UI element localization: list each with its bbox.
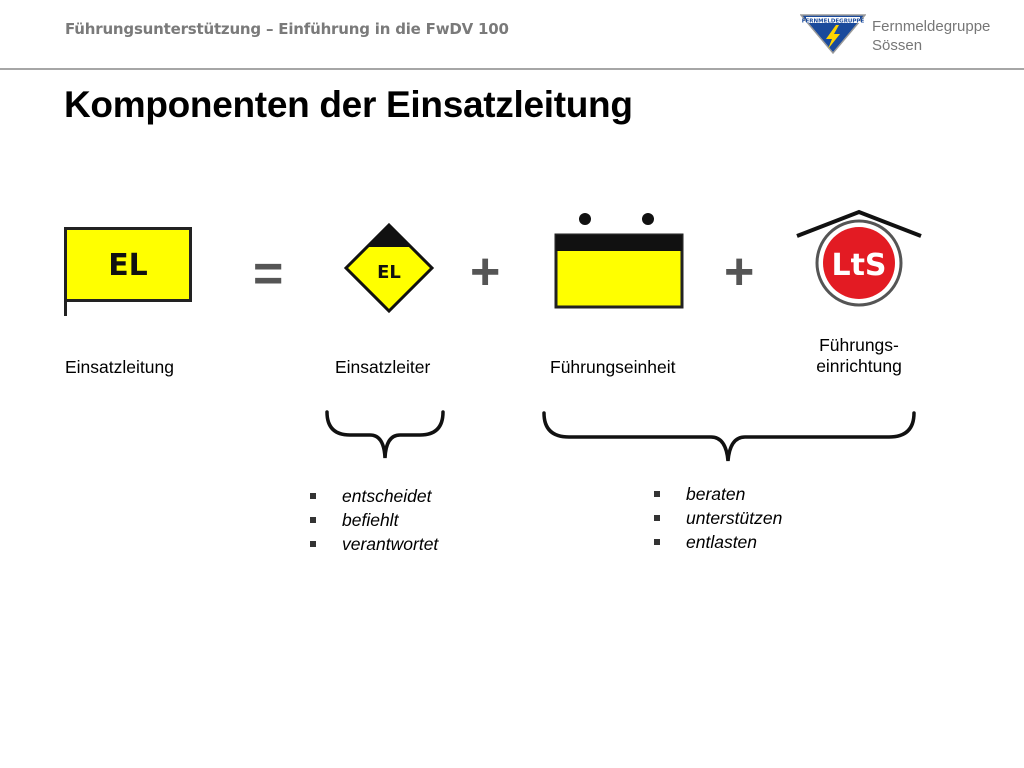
fuehrungseinrichtung-lts-icon: [793, 205, 925, 310]
label-einsatzleitung: Einsatzleitung: [65, 357, 174, 377]
el-flag-text: EL: [108, 248, 148, 283]
header-divider: [0, 68, 1024, 70]
org-name-line1: Fernmeldegruppe: [872, 18, 991, 35]
brace-einsatzleiter: [318, 405, 453, 465]
el-diamond-text: EL: [377, 262, 401, 283]
einsatzleitung-flag-icon: [60, 225, 195, 320]
label-fuehrungseinrichtung-line1: Führungs-: [819, 335, 899, 355]
bullet-item: befiehlt: [310, 508, 438, 532]
org-name: [872, 17, 990, 55]
fuehrungseinheit-icon: [550, 208, 690, 313]
einsatzleiter-diamond-icon: [340, 220, 440, 315]
slide-title: Komponenten der Einsatzleitung: [64, 84, 633, 125]
label-fuehrungseinrichtung-line2: einrichtung: [816, 356, 902, 376]
einsatzleiter-duties-list: [310, 484, 438, 556]
support-duties-list: [654, 482, 782, 554]
label-fuehrungseinheit: Führungseinheit: [550, 357, 676, 377]
label-fuehrungseinrichtung: [800, 335, 918, 377]
header-title: Führungsunterstützung – Einführung in die FwDV 100: [65, 20, 509, 38]
bullet-item: beraten: [654, 482, 782, 506]
plus-operator-2: +: [724, 243, 755, 301]
logo-text: FERNMELDEGRUPPE: [801, 18, 865, 25]
brace-fuehrungseinheit-einrichtung: [536, 405, 922, 467]
lts-text: LtS: [831, 248, 887, 283]
plus-operator-1: +: [470, 243, 501, 301]
bullet-item: entlasten: [654, 530, 782, 554]
org-name-line2: Sössen: [872, 37, 923, 54]
label-einsatzleiter: Einsatzleiter: [335, 357, 431, 377]
bullet-item: unterstützen: [654, 506, 782, 530]
bullet-item: verantwortet: [310, 532, 438, 556]
bullet-item: entscheidet: [310, 484, 438, 508]
equals-operator: =: [253, 245, 284, 303]
fernmeldegruppe-logo: [800, 13, 866, 55]
